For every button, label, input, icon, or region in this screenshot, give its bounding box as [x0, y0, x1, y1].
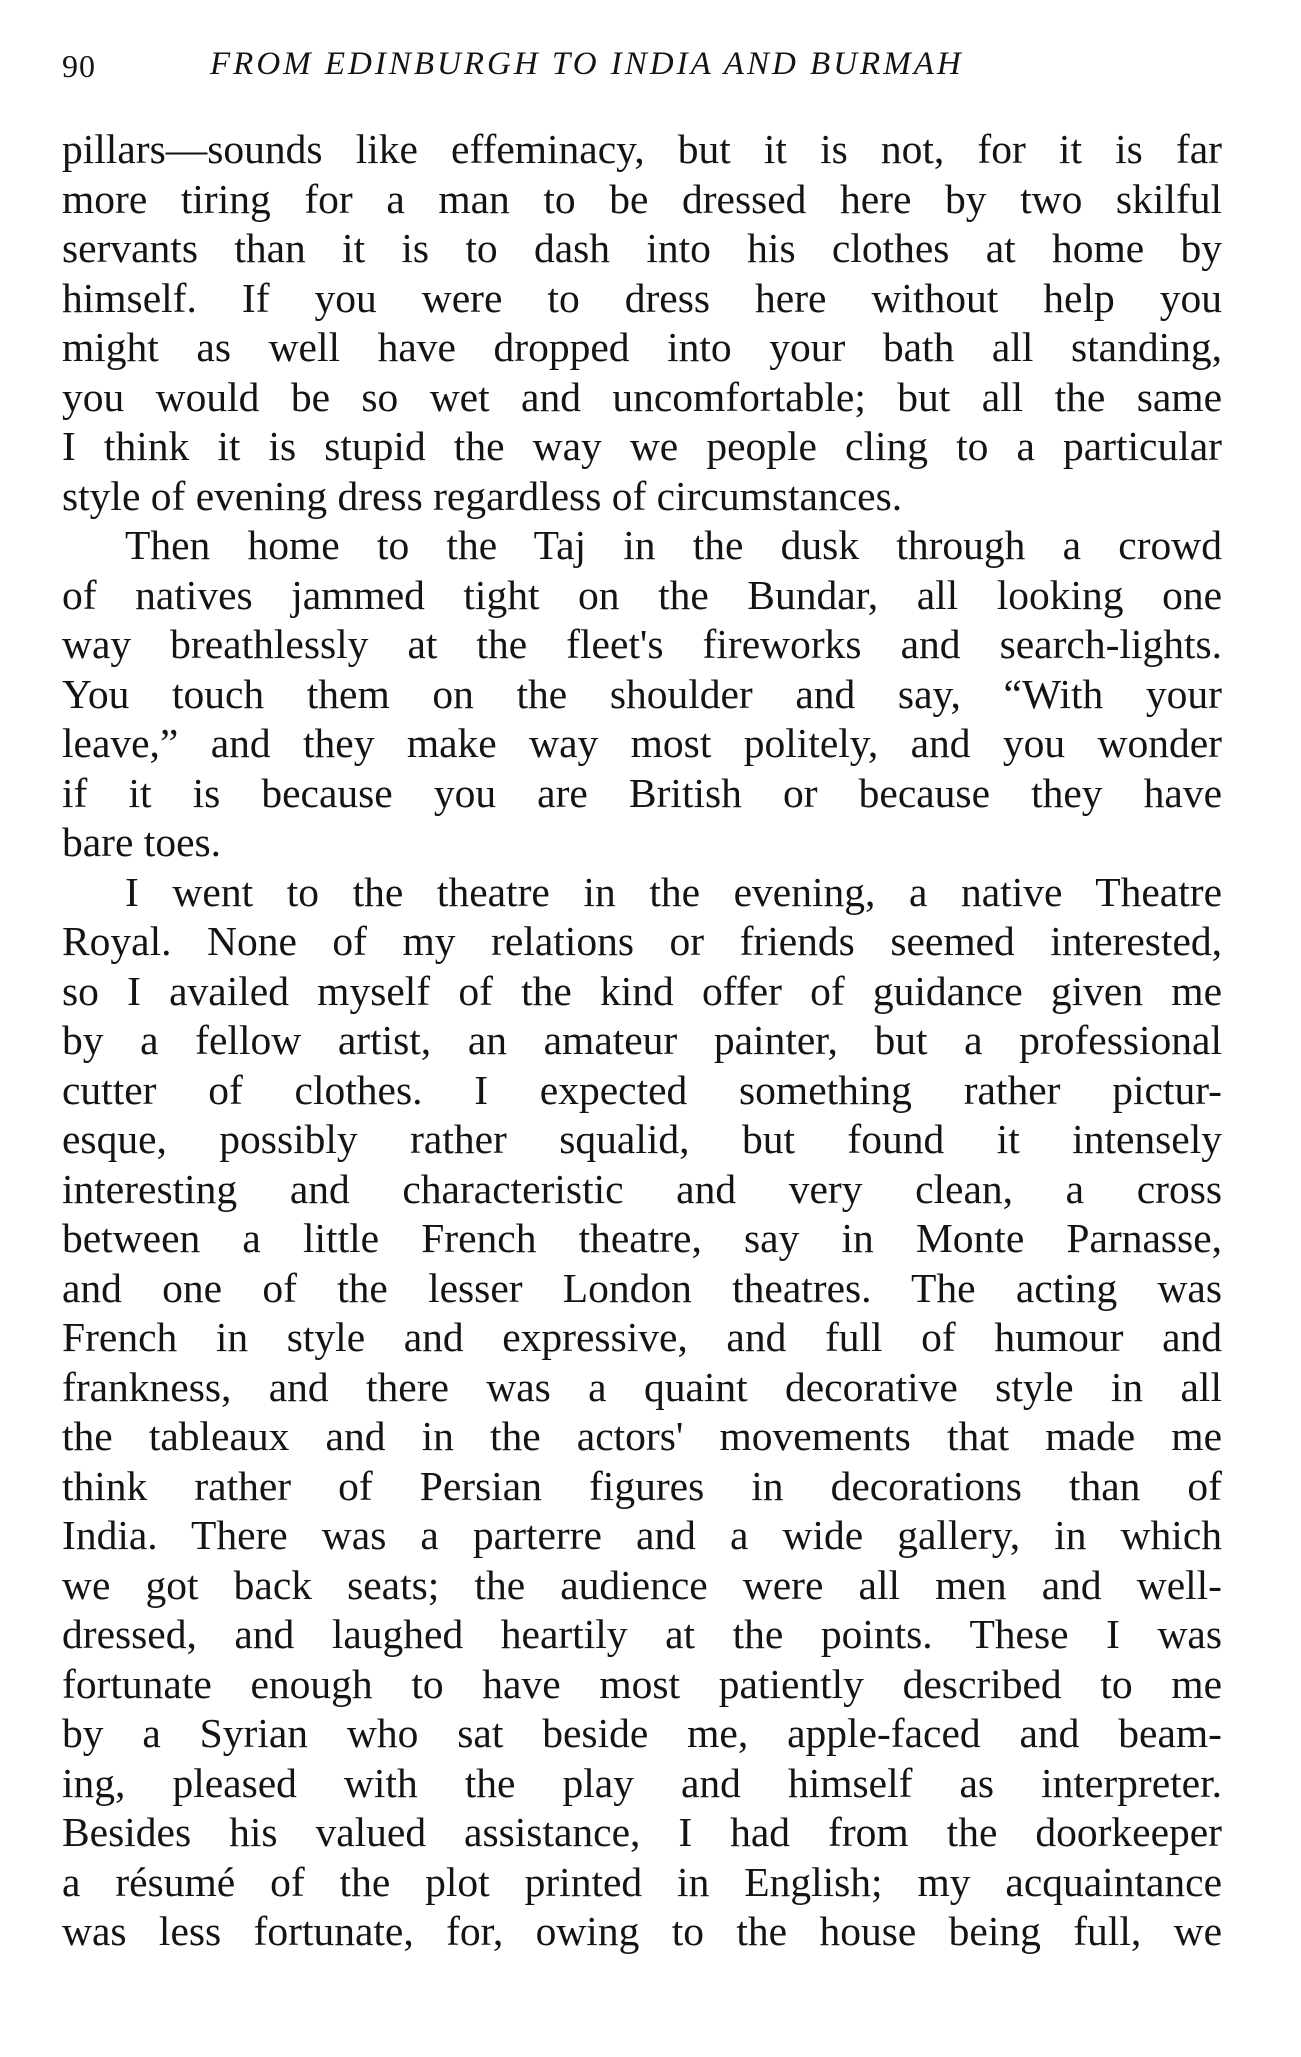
text-line: a résumé of the plot printed in English; my acquaintance — [62, 1858, 1222, 1905]
running-title: FROM EDINBURGH TO INDIA AND BURMAH — [210, 46, 964, 82]
text-line: servants than it is to dash into his clothes at home by — [62, 225, 1222, 271]
text-line: pillars—sounds like effeminacy, but it is not, for it is far — [62, 126, 1222, 172]
text-line: India. There was a parterre and a wide gallery, in which — [62, 1512, 1222, 1558]
text-line: I think it is stupid the way we people cling to a particular — [62, 423, 1222, 469]
text-line: you would be so wet and uncomfortable; but all the same — [62, 373, 1222, 420]
text-line: ing, pleased with the play and himself as interpreter. — [62, 1759, 1222, 1806]
text-line: leave,” and they make way most politely, and you wonder — [62, 720, 1222, 766]
text-line: himself. If you were to dress here without help you — [62, 274, 1222, 321]
text-line: fortunate enough to have most patiently described to me — [62, 1660, 1222, 1707]
text-line: cutter of clothes. I expected something rather pictur- — [62, 1066, 1222, 1113]
text-line: way breathlessly at the fleet's fireworks and search-lights. — [62, 621, 1222, 667]
text-line: Then home to the Taj in the dusk through a crowd — [125, 522, 1222, 568]
text-line: You touch them on the shoulder and say, “With your — [62, 670, 1222, 717]
text-line: more tiring for a man to be dressed here by two skilful — [62, 175, 1222, 222]
text-line: so I availed myself of the kind offer of guidance given me — [62, 967, 1222, 1014]
body-text — [62, 125, 1222, 1957]
text-line: Besides his valued assistance, I had from the doorkeeper — [62, 1809, 1222, 1855]
text-line: French in style and expressive, and full of humour and — [62, 1314, 1222, 1360]
text-line: of natives jammed tight on the Bundar, all looking one — [62, 571, 1222, 618]
text-line: we got back seats; the audience were all men and well- — [62, 1561, 1222, 1608]
page-number: 90 — [62, 48, 96, 84]
text-line: by a Syrian who sat beside me, apple-faced and beam- — [62, 1710, 1222, 1756]
text-line: esque, possibly rather squalid, but found it intensely — [62, 1116, 1222, 1162]
text-line: interesting and characteristic and very clean, a cross — [62, 1165, 1222, 1212]
text-line: was less fortunate, for, owing to the house being full, we — [62, 1908, 1222, 1954]
text-line: dressed, and laughed heartily at the points. These I was — [62, 1611, 1222, 1657]
text-line: the tableaux and in the actors' movements that made me — [62, 1413, 1222, 1459]
text-line: Royal. None of my relations or friends seemed interested, — [62, 918, 1222, 964]
text-line: might as well have dropped into your bath all standing, — [62, 324, 1222, 370]
text-line: if it is because you are British or because they have — [62, 769, 1222, 816]
text-line: style of evening dress regardless of circumstances. — [62, 472, 903, 519]
running-head — [62, 42, 1232, 92]
text-line: I went to the theatre in the evening, a native Theatre — [125, 868, 1222, 915]
text-line: between a little French theatre, say in Monte Parnasse, — [62, 1215, 1222, 1261]
text-line: bare toes. — [62, 819, 222, 865]
text-line: and one of the lesser London theatres. The acting was — [62, 1264, 1222, 1311]
text-line: by a fellow artist, an amateur painter, but a professional — [62, 1017, 1222, 1063]
text-line: think rather of Persian figures in decorations than of — [62, 1462, 1222, 1509]
text-line: frankness, and there was a quaint decorative style in all — [62, 1363, 1222, 1410]
